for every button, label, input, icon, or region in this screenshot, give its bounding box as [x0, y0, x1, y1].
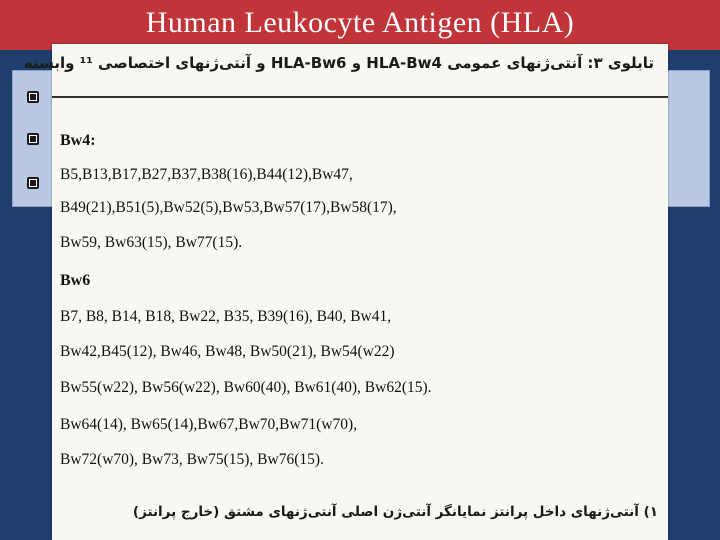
bw6-line: Bw64(14), Bw65(14),Bw67,Bw70,Bw71(w70), — [60, 416, 358, 433]
divider — [52, 96, 668, 98]
bw4-line: B49(21),B51(5),Bw52(5),Bw53,Bw57(17),Bw58(17), — [60, 199, 397, 216]
table-footnote: ۱) آنتی‌ژنهای داخل پرانتز نمایانگر آنتی‌ژن اصلی آنتی‌ژنهای مشتق (خارج پرانتز) — [132, 504, 658, 520]
bw6-line: Bw42,B45(12), Bw46, Bw48, Bw50(21), Bw54(w22) — [60, 343, 395, 360]
slide-title-bar — [0, 0, 720, 50]
bw6-line: Bw72(w70), Bw73, Bw75(15), Bw76(15). — [60, 451, 324, 468]
bw4-heading: Bw4: — [60, 132, 96, 149]
checkbox-bullet-icon — [27, 133, 39, 145]
checkbox-bullet-icon — [27, 177, 39, 189]
scanned-table-image — [23, 44, 668, 540]
bw4-line: B5,B13,B17,B27,B37,B38(16),B44(12),Bw47, — [60, 166, 353, 183]
bw6-line: B7, B8, B14, B18, Bw22, B35, B39(16), B40, Bw41, — [60, 308, 392, 325]
table-title: تابلوی ۳: آنتی‌ژنهای عمومی HLA-Bw4 و HLA-Bw6 و آنتی‌ژنهای اختصاصی ¹¹ وابسته — [23, 54, 654, 72]
bw6-line: Bw55(w22), Bw56(w22), Bw60(40), Bw61(40), Bw62(15). — [60, 379, 432, 396]
checkbox-bullet-icon — [27, 91, 39, 103]
bw4-line: Bw59, Bw63(15), Bw77(15). — [60, 234, 243, 251]
slide-title: Human Leukocyte Antigen (HLA) — [145, 6, 575, 39]
bw6-heading: Bw6 — [60, 272, 91, 289]
